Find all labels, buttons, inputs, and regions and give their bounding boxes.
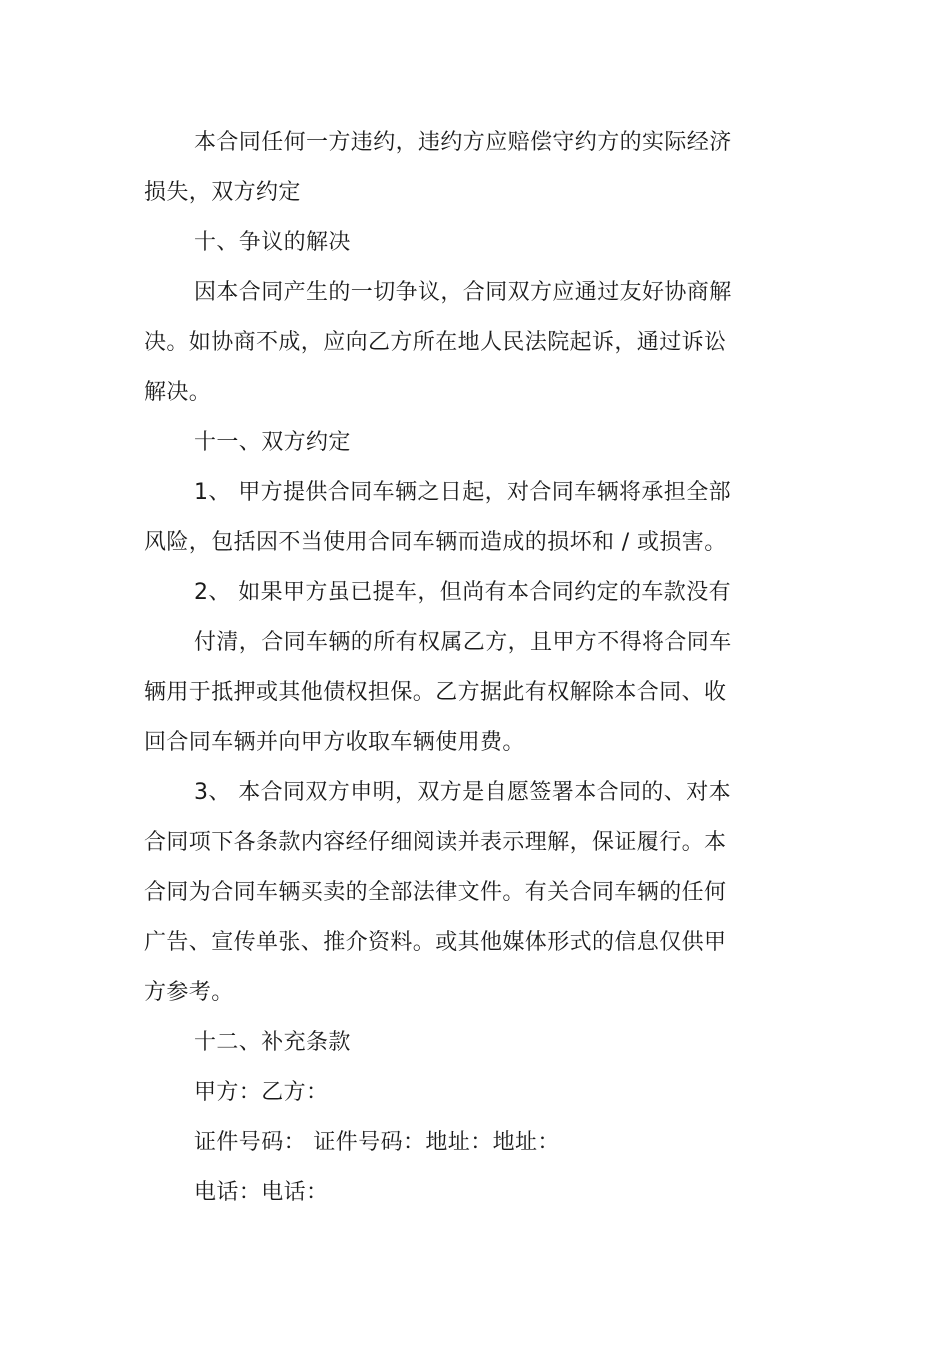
paragraph-line: 辆用于抵押或其他债权担保。乙方据此有权解除本合同、收 [144, 680, 727, 705]
paragraph-line: 风险，包括因不当使用合同车辆而造成的损坏和 / 或损害。 [144, 530, 727, 555]
paragraph-line: 决。如协商不成，应向乙方所在地人民法院起诉，通过诉讼 [144, 330, 727, 355]
section-heading: 十一、双方约定 [194, 430, 351, 455]
paragraph-line: 广告、宣传单张、推介资料。或其他媒体形式的信息仅供甲 [144, 930, 727, 955]
section-heading: 十、争议的解决 [194, 230, 351, 255]
signature-field: 证件号码： 证件号码：地址：地址： [194, 1130, 560, 1155]
paragraph-line: 本合同任何一方违约，违约方应赔偿守约方的实际经济 [194, 130, 732, 155]
paragraph-line: 付清，合同车辆的所有权属乙方，且甲方不得将合同车 [194, 630, 732, 655]
signature-field: 甲方：乙方： [194, 1080, 329, 1105]
paragraph-line: 方参考。 [144, 980, 234, 1005]
paragraph-line: 解决。 [144, 380, 212, 405]
signature-field: 电话：电话： [194, 1180, 329, 1205]
paragraph-line: 因本合同产生的一切争议，合同双方应通过友好协商解 [194, 280, 732, 305]
paragraph-line: 合同项下各条款内容经仔细阅读并表示理解，保证履行。本 [144, 830, 727, 855]
paragraph-line: 1、 甲方提供合同车辆之日起，对合同车辆将承担全部 [194, 480, 731, 505]
paragraph-line: 3、 本合同双方申明，双方是自愿签署本合同的、对本 [194, 780, 731, 805]
paragraph-line: 合同为合同车辆买卖的全部法律文件。有关合同车辆的任何 [144, 880, 727, 905]
paragraph-line: 回合同车辆并向甲方收取车辆使用费。 [144, 730, 525, 755]
paragraph-line: 损失，双方约定 [144, 180, 301, 205]
paragraph-line: 2、 如果甲方虽已提车，但尚有本合同约定的车款没有 [194, 580, 731, 605]
section-heading: 十二、补充条款 [194, 1030, 351, 1055]
